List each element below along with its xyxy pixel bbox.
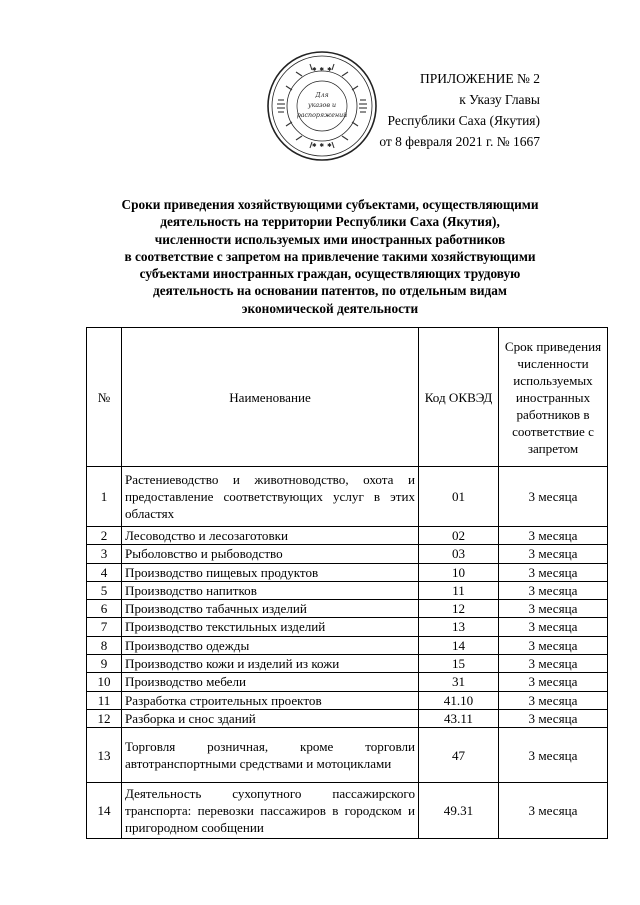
row-number: 1 xyxy=(87,467,122,527)
activities-table xyxy=(86,327,608,839)
row-term: 3 месяца xyxy=(499,600,608,618)
row-term: 3 месяца xyxy=(499,467,608,527)
header-number: № xyxy=(87,328,122,467)
table-row xyxy=(87,783,608,839)
row-number: 8 xyxy=(87,636,122,654)
row-name: Производство текстильных изделий xyxy=(122,618,419,636)
table-row xyxy=(87,655,608,673)
row-name: Разработка строительных проектов xyxy=(122,691,419,709)
row-number: 11 xyxy=(87,691,122,709)
table-row xyxy=(87,709,608,727)
table-row xyxy=(87,618,608,636)
row-name: Лесоводство и лесозаготовки xyxy=(122,527,419,545)
row-code: 15 xyxy=(419,655,499,673)
row-name: Производство мебели xyxy=(122,673,419,691)
heading-line: численности используемых ими иностранных работников xyxy=(154,231,506,247)
row-number: 3 xyxy=(87,545,122,563)
table-header-row xyxy=(87,328,608,467)
row-code: 41.10 xyxy=(419,691,499,709)
row-code: 14 xyxy=(419,636,499,654)
heading-line: в соответствие с запретом на привлечение такими хозяйствующими xyxy=(124,248,536,264)
table-row xyxy=(87,691,608,709)
table-row xyxy=(87,467,608,527)
seal-line-2: указов и xyxy=(307,102,337,109)
row-code: 49.31 xyxy=(419,783,499,839)
row-name: Производство одежды xyxy=(122,636,419,654)
header-name: Наименование xyxy=(122,328,419,467)
row-name: Торговля розничная, кроме торговли автотранспортными средствами и мотоциклами xyxy=(122,728,419,783)
document-heading xyxy=(60,196,600,317)
row-name: Разборка и снос зданий xyxy=(122,709,419,727)
table-row xyxy=(87,527,608,545)
row-number: 14 xyxy=(87,783,122,839)
row-number: 10 xyxy=(87,673,122,691)
table-row xyxy=(87,545,608,563)
row-term: 3 месяца xyxy=(499,673,608,691)
appendix-decree-line: к Указу Главы xyxy=(459,92,540,107)
row-term: 3 месяца xyxy=(499,636,608,654)
table-row xyxy=(87,636,608,654)
heading-line: деятельность на территории Республики Саха (Якутия), xyxy=(160,214,500,230)
table-row xyxy=(87,581,608,599)
table-row xyxy=(87,563,608,581)
appendix-title: ПРИЛОЖЕНИЕ № 2 xyxy=(419,71,540,86)
header-code: Код ОКВЭД xyxy=(419,328,499,467)
table-row xyxy=(87,600,608,618)
row-term: 3 месяца xyxy=(499,728,608,783)
row-code: 31 xyxy=(419,673,499,691)
header-term: Срок приведения численности используемых иностранных работников в соответствие с запретом xyxy=(499,328,608,467)
seal-line-1: Для xyxy=(315,92,329,99)
row-number: 12 xyxy=(87,709,122,727)
row-code: 12 xyxy=(419,600,499,618)
heading-line: Сроки приведения хозяйствующими субъектами, осуществляющими xyxy=(121,197,539,212)
row-name: Производство табачных изделий xyxy=(122,600,419,618)
row-term: 3 месяца xyxy=(499,563,608,581)
row-term: 3 месяца xyxy=(499,618,608,636)
row-code: 43.11 xyxy=(419,709,499,727)
appendix-republic-line: Республики Саха (Якутия) xyxy=(387,113,540,128)
row-code: 01 xyxy=(419,467,499,527)
svg-text:✱ ✱ ✱: ✱ ✱ ✱ xyxy=(311,143,333,149)
row-number: 9 xyxy=(87,655,122,673)
row-number: 4 xyxy=(87,563,122,581)
row-number: 5 xyxy=(87,581,122,599)
table-row xyxy=(87,728,608,783)
row-name: Деятельность сухопутного пассажирского транспорта: перевозки пассажиров в городском и пригородном сообщении xyxy=(122,783,419,839)
row-term: 3 месяца xyxy=(499,545,608,563)
row-term: 3 месяца xyxy=(499,655,608,673)
heading-line: экономической деятельности xyxy=(241,300,419,316)
row-code: 11 xyxy=(419,581,499,599)
row-name: Производство кожи и изделий из кожи xyxy=(122,655,419,673)
row-code: 02 xyxy=(419,527,499,545)
seal-line-3: распоряжений xyxy=(296,112,348,119)
table-row xyxy=(87,673,608,691)
row-term: 3 месяца xyxy=(499,783,608,839)
row-name: Растениеводство и животноводство, охота и предоставление соответствующих услуг в этих областях xyxy=(122,467,419,527)
row-name: Производство пищевых продуктов xyxy=(122,563,419,581)
row-number: 13 xyxy=(87,728,122,783)
row-term: 3 месяца xyxy=(499,581,608,599)
appendix-date-line: от 8 февраля 2021 г. № 1667 xyxy=(379,134,540,149)
svg-text:✱ ✱ ✱: ✱ ✱ ✱ xyxy=(311,67,333,73)
row-term: 3 месяца xyxy=(499,691,608,709)
row-number: 6 xyxy=(87,600,122,618)
row-number: 7 xyxy=(87,618,122,636)
row-term: 3 месяца xyxy=(499,709,608,727)
row-code: 10 xyxy=(419,563,499,581)
heading-line: субъектами иностранных граждан, осуществляющих трудовую xyxy=(139,266,521,282)
appendix-block xyxy=(340,68,540,152)
row-code: 47 xyxy=(419,728,499,783)
row-name: Рыболовство и рыбоводство xyxy=(122,545,419,563)
heading-line: деятельность на основании патентов, по отдельным видам xyxy=(153,283,507,299)
row-code: 03 xyxy=(419,545,499,563)
row-term: 3 месяца xyxy=(499,527,608,545)
row-number: 2 xyxy=(87,527,122,545)
row-name: Производство напитков xyxy=(122,581,419,599)
row-code: 13 xyxy=(419,618,499,636)
